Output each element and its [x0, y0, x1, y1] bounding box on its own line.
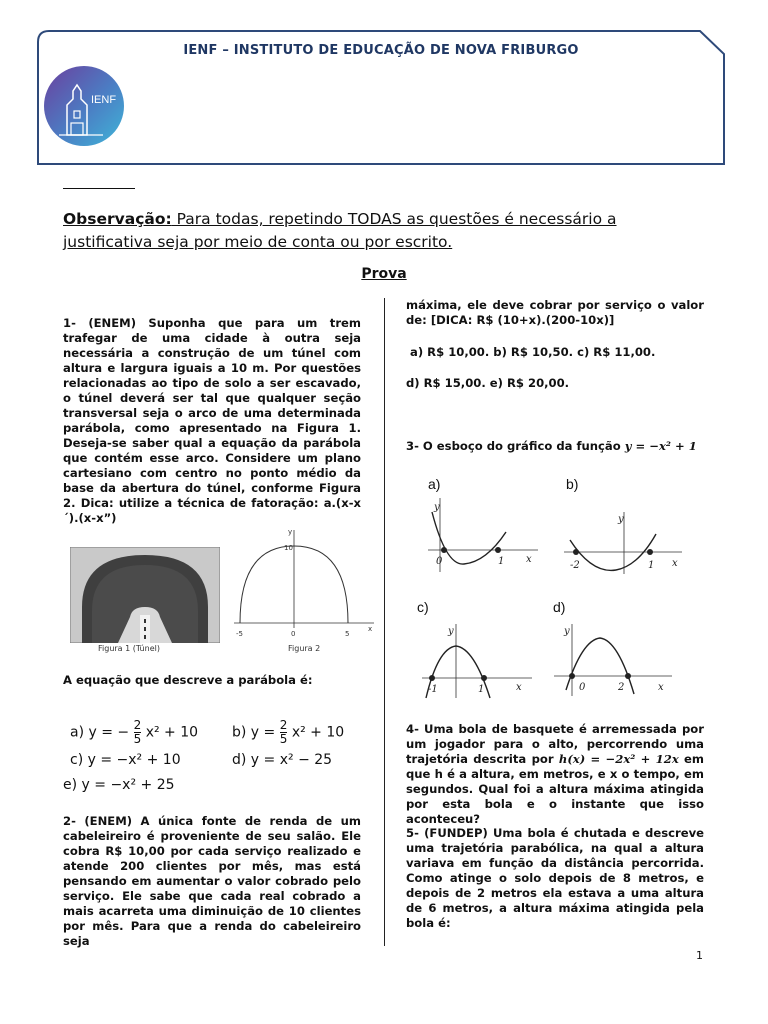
- graph-b-label: b): [566, 476, 579, 492]
- option-1b-denominator: 5: [279, 732, 288, 746]
- option-1a-fraction: [134, 719, 142, 746]
- question-2-options-line-1: a) R$ 10,00. b) R$ 10,50. c) R$ 11,00.: [410, 345, 656, 359]
- graph-d: [552, 620, 682, 700]
- school-name: IENF – INSTITUTO DE EDUCAÇÃO DE NOVA FRIBURGO: [183, 43, 579, 58]
- graph-d-tick-2: 2: [618, 682, 625, 693]
- option-1b-prefix: b) y =: [232, 724, 276, 741]
- question-3-text: [406, 439, 716, 454]
- question-2-options-line-2: d) R$ 15,00. e) R$ 20,00.: [406, 376, 570, 390]
- question-4-suffix: em que h é a altura, em metros, e x o tempo, em segundos. Qual foi a altura máxima atingida por esta bola e o instante que isso aconteceu?: [406, 752, 704, 826]
- question-3-function: y = −x² + 1: [624, 439, 697, 453]
- graph-a-x-label: x: [526, 554, 532, 565]
- parabola-figure: [228, 524, 378, 646]
- fig2-tick-neg5: -5: [236, 630, 243, 638]
- option-1b-fraction: [280, 719, 288, 746]
- graph-c-tick-1: 1: [478, 684, 485, 695]
- option-1a-suffix: x² + 10: [145, 724, 199, 741]
- graph-d-x-label: x: [658, 682, 664, 693]
- figure-1-caption: Figura 1 (Túnel): [98, 644, 160, 653]
- question-5-text: 5- (FUNDEP) Uma bola é chutada e descreve uma trajetória parabólica, na qual a altura variava em função da distância percorrida. Como atinge o solo depois de 8 metros, e depois de 2 metros ela estava a uma altura de 6 metros, a altura máxima atingida pela bola é:: [406, 826, 704, 930]
- option-1e: e) y = −x² + 25: [63, 777, 175, 793]
- option-1b-suffix: x² + 10: [291, 724, 345, 741]
- graph-c-x-label: x: [516, 682, 522, 693]
- question-1-prompt: A equação que descreve a parábola é:: [63, 673, 313, 687]
- graph-a: [426, 494, 546, 574]
- fig2-tick-10: 10: [284, 544, 293, 552]
- question-3-prefix: 3- O esboço do gráfico da função: [406, 439, 625, 453]
- page-number: 1: [696, 949, 703, 962]
- logo-text: IENF: [91, 94, 117, 106]
- graph-b: [562, 508, 688, 578]
- observation: [63, 208, 703, 254]
- fig2-tick-0: 0: [291, 630, 296, 638]
- observation-label: Observação:: [63, 210, 172, 228]
- question-2-text: 2- (ENEM) A única fonte de renda de um cabeleireiro é proveniente de seu salão. Ele cobra R$ 10,00 por cada serviço realizado e atende 200 clientes por mês, mas está pensando em aumentar o valor cobrado pelo serviço. Ele sabe que cada real cobrado a mais acarreta uma diminuição de 10 clientes por mês. Para que a renda do cabeleireiro seja: [63, 814, 361, 948]
- option-1a-numerator: 2: [133, 718, 142, 732]
- graph-b-tick-1: 1: [648, 560, 655, 571]
- fig2-x-axis-label: x: [368, 625, 373, 633]
- header-box: [37, 30, 725, 165]
- question-2-continuation: máxima, ele deve cobrar por serviço o valor de: [DICA: R$ (10+x).(200-10x)]: [406, 298, 704, 327]
- graph-c: [420, 620, 540, 700]
- fig2-y-axis-label: y: [288, 528, 293, 536]
- graph-d-tick-0: 0: [579, 682, 586, 693]
- option-1d: d) y = x² − 25: [232, 752, 333, 768]
- graph-c-y-label: y: [448, 626, 454, 637]
- graph-d-label: d): [553, 599, 566, 615]
- graph-d-y-label: y: [564, 626, 570, 637]
- question-4-text: [406, 722, 704, 827]
- graph-b-x-label: x: [672, 558, 678, 569]
- option-1a-denominator: 5: [133, 732, 142, 746]
- graph-b-y-label: y: [618, 514, 624, 525]
- graph-a-y-label: y: [434, 502, 440, 513]
- question-4-prefix: 4- Uma bola de basquete é arremessada por um jogador para o alto, percorrendo uma trajetória descrita por: [406, 722, 704, 766]
- column-divider: [384, 298, 385, 946]
- option-1c: c) y = −x² + 10: [70, 752, 181, 768]
- fig2-tick-5: 5: [345, 630, 350, 638]
- graph-a-tick-1: 1: [498, 556, 505, 567]
- option-1b: [232, 719, 344, 746]
- option-1a: [70, 719, 198, 746]
- graph-c-tick-neg1: -1: [428, 684, 438, 695]
- graph-a-label: a): [428, 476, 441, 492]
- observation-text: Para todas, repetindo TODAS as questões é necessário a justificativa seja por meio de conta ou por escrito.: [63, 210, 617, 251]
- figure-2-caption: Figura 2: [288, 644, 321, 653]
- name-blank-line: [63, 188, 135, 189]
- tunnel-figure: [70, 547, 220, 643]
- option-1a-prefix: a) y = −: [70, 724, 130, 741]
- graph-c-label: c): [417, 599, 429, 615]
- school-logo: [43, 65, 125, 147]
- option-1b-numerator: 2: [279, 718, 288, 732]
- page-title: Prova: [361, 266, 407, 282]
- graph-a-tick-0: 0: [436, 556, 443, 567]
- question-1-text: 1- (ENEM) Suponha que para um trem trafegar de uma cidade à outra seja necessária a construção de um túnel com altura e largura iguais a 10 m. Por questões relacionadas ao tipo de solo a ser escavado, o túnel deverá ser tal que qualquer seção transversal seja o arco de uma determinada parábola, como apresentado na Figura 1. Deseja-se saber qual a equação da parábola que contém esse arco. Considere um plano cartesiano com centro no ponto médio da base da abertura do túnel, conforme Figura 2. Dica: utilize a técnica de fatoração: a.(x-x´).(x-x”): [63, 316, 361, 525]
- graph-b-tick-neg2: -2: [570, 560, 580, 571]
- question-4-function: h(x) = −2x² + 12x: [558, 752, 679, 766]
